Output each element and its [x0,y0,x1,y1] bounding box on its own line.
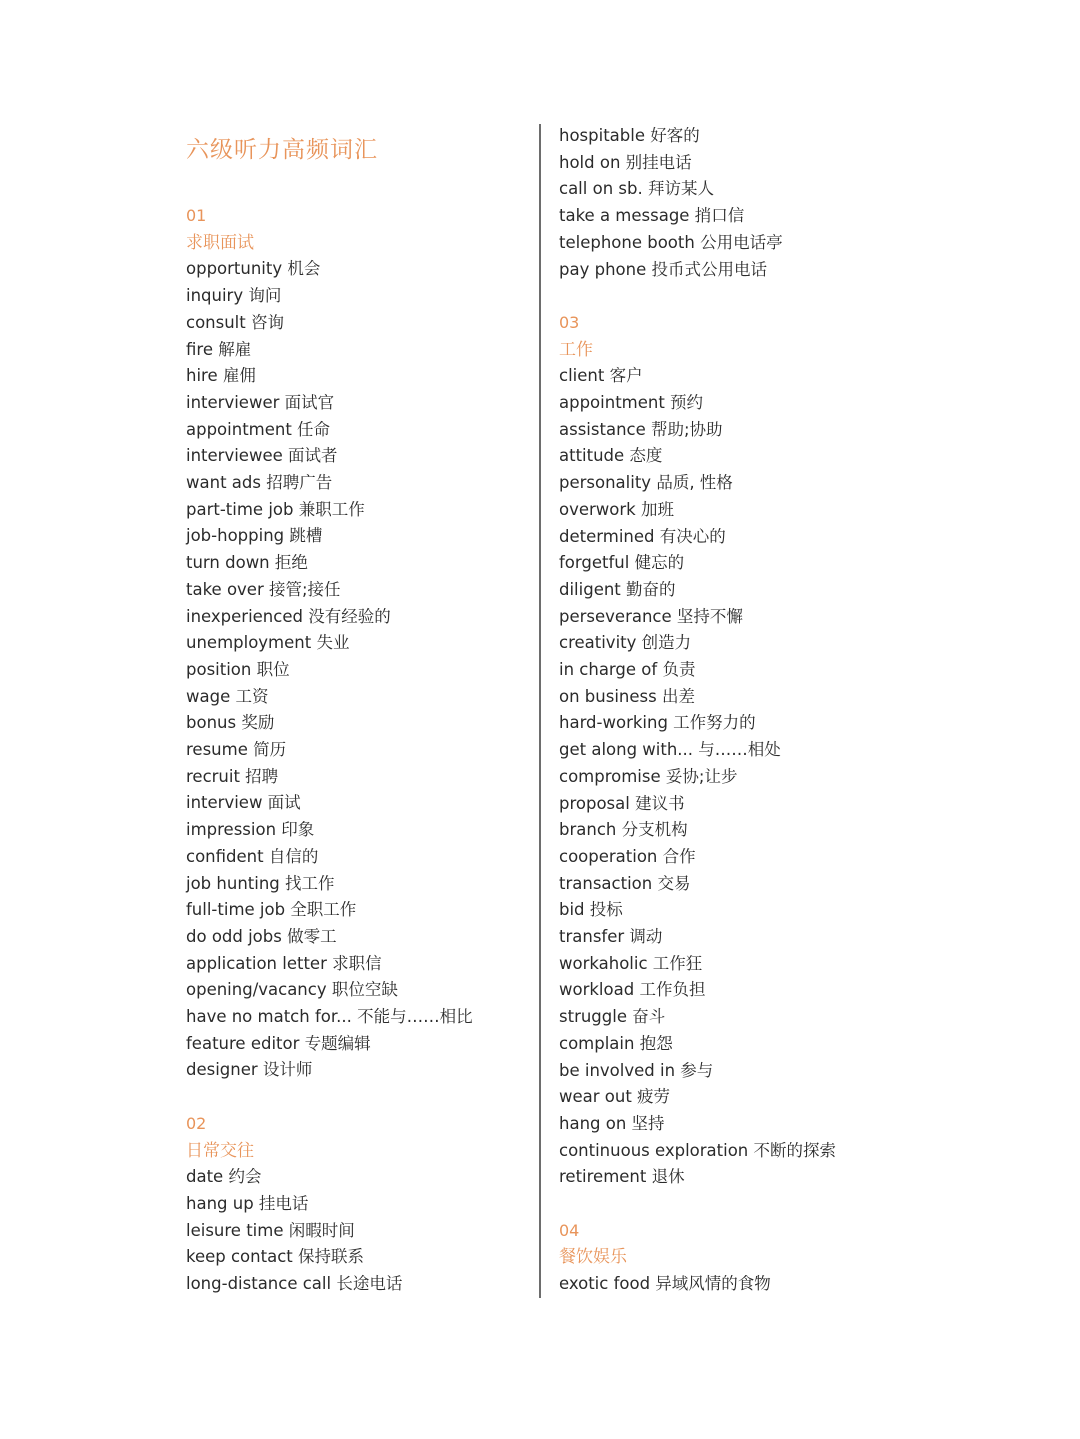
vocab-entry: transaction 交易 [559,873,691,893]
vocab-entry: branch 分支机构 [559,820,688,840]
vocab-entry: interviewee 面试者 [186,446,338,466]
vocab-entry: client 客户 [559,366,643,386]
vocab-entry: workload 工作负担 [559,980,706,1000]
vocab-entry: hospitable 好客的 [559,126,700,145]
vocab-entry: interviewer 面试官 [186,392,335,412]
vocab-entry: perseverance 坚持不懈 [559,606,743,626]
vocab-entry: consult 咨询 [186,312,284,332]
vocab-entry: want ads 招聘广告 [186,473,333,492]
section-title: 求职面试 [186,232,254,253]
vocab-entry: impression 印象 [186,820,315,840]
vocab-entry: hang up 挂电话 [186,1193,309,1213]
vocab-entry: take a message 捎口信 [559,206,745,226]
vocab-entry: creativity 创造力 [559,633,692,653]
vocab-entry: take over 接管;接任 [186,579,341,599]
section-number: 04 [559,1220,580,1240]
vocab-entry: hang on 坚持 [559,1113,665,1133]
vocab-entry: workaholic 工作狂 [559,953,703,973]
vocab-entry: personality 品质, 性格 [559,473,733,493]
section-title: 工作 [559,339,593,360]
vocab-entry: long-distance call 长途电话 [186,1274,403,1293]
vocab-entry: proposal 建议书 [559,793,685,813]
vocab-entry: application letter 求职信 [186,953,382,973]
vocab-entry: opportunity 机会 [186,259,321,279]
vocab-entry: call on sb. 拜访某人 [559,179,714,199]
vocab-entry: diligent 勤奋的 [559,579,676,599]
vocab-entry: in charge of 负责 [559,660,696,679]
vocab-entry: complain 抱怨 [559,1033,673,1053]
vocab-entry: struggle 奋斗 [559,1007,666,1027]
vocab-entry: telephone booth 公用电话亭 [559,232,783,252]
vocab-entry: attitude 态度 [559,446,663,466]
section-number: 01 [186,206,207,225]
vocab-entry: appointment 任命 [186,419,331,439]
section-number: 03 [559,312,580,332]
vocab-entry: leisure time 闲暇时间 [186,1220,355,1240]
vocab-entry: designer 设计师 [186,1060,313,1080]
vocab-entry: exotic food 异域风情的食物 [559,1274,771,1294]
section-title: 餐饮娱乐 [559,1247,627,1268]
vocab-entry: appointment 预约 [559,393,704,412]
vocab-entry: inquiry 询问 [186,286,282,306]
vocab-entry: interview 面试 [186,793,301,813]
section-title: 日常交往 [186,1140,254,1161]
vocab-entry: bid 投标 [559,900,623,920]
vocab-entry: get along with... 与……相处 [559,740,781,760]
vocab-entry: feature editor 专题编辑 [186,1033,371,1053]
vocab-entry: wage 工资 [186,686,269,706]
vocab-entry: retirement 退休 [559,1167,685,1187]
vocab-entry: bonus 奖励 [186,713,275,733]
vocab-entry: hold on 别挂电话 [559,152,692,172]
vocab-entry: resume 简历 [186,740,287,759]
vocab-entry: wear out 疲劳 [559,1087,671,1107]
vocab-entry: do odd jobs 做零工 [186,926,337,946]
vocab-entry: transfer 调动 [559,927,663,946]
vocab-entry: hire 雇佣 [186,366,256,386]
column-divider [539,124,541,1298]
vocab-entry: forgetful 健忘的 [559,553,685,573]
vocab-entry: opening/vacancy 职位空缺 [186,980,398,1000]
vocab-entry: hard-working 工作努力的 [559,713,756,733]
vocab-entry: be involved in 参与 [559,1060,714,1080]
vocab-entry: continuous exploration 不断的探索 [559,1140,837,1160]
vocab-entry: on business 出差 [559,686,695,706]
vocab-entry: job-hopping 跳槽 [186,526,323,546]
vocab-entry: fire 解雇 [186,339,252,359]
vocab-entry: determined 有决心的 [559,526,726,546]
section-number: 02 [186,1113,207,1133]
vocab-entry: part-time job 兼职工作 [186,499,365,519]
vocab-entry: cooperation 合作 [559,846,696,866]
vocab-entry: position 职位 [186,659,290,679]
vocab-entry: unemployment 失业 [186,633,350,653]
vocab-entry: job hunting 找工作 [186,873,335,893]
vocab-entry: recruit 招聘 [186,766,279,786]
vocab-entry: inexperienced 没有经验的 [186,606,391,626]
vocab-entry: pay phone 投币式公用电话 [559,259,767,279]
vocab-entry: keep contact 保持联系 [186,1247,364,1267]
vocab-entry: assistance 帮助;协助 [559,419,723,439]
vocab-entry: turn down 拒绝 [186,553,308,573]
vocab-entry: full-time job 全职工作 [186,900,357,920]
vocab-entry: confident 自信的 [186,846,319,866]
vocab-entry: overwork 加班 [559,499,674,519]
page-title: 六级听力高频词汇 [186,137,378,163]
vocab-entry: have no match for... 不能与……相比 [186,1007,473,1026]
vocab-entry: compromise 妥协;让步 [559,766,738,786]
vocab-entry: date 约会 [186,1167,262,1187]
